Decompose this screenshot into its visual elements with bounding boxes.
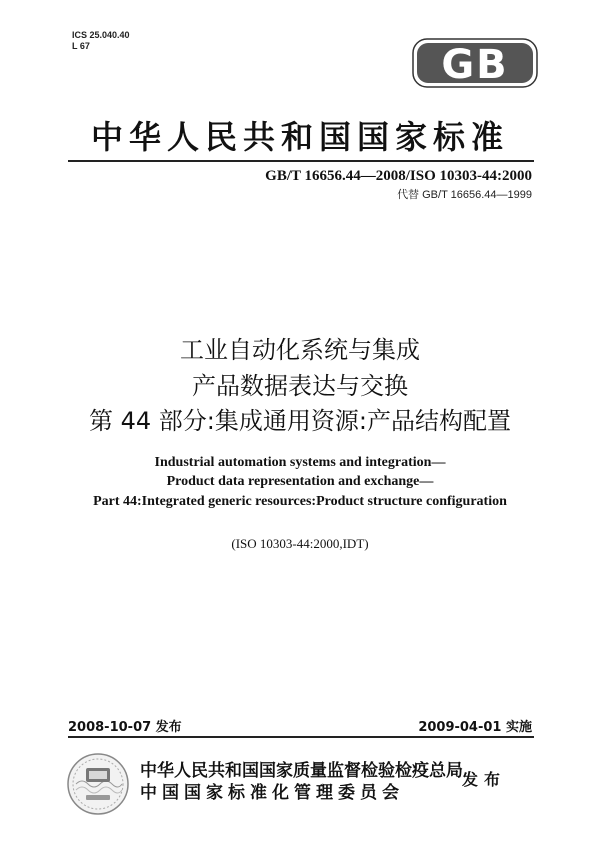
english-title-line-3: Part 44:Integrated generic resources:Product structure configuration	[93, 494, 507, 509]
anti-counterfeit-seal-icon	[66, 752, 130, 816]
english-title-line-2: Product data representation and exchange—	[166, 474, 434, 489]
standard-number: GB/T 16656.44—2008/ISO 10303-44:2000	[265, 168, 532, 184]
issuer-line-2: 中国国家标准化管理委员会	[140, 783, 404, 803]
issuer-line-1: 中华人民共和国国家质量监督检验检疫总局	[140, 761, 463, 781]
gb-logo	[412, 38, 538, 88]
implementation-date: 2009-04-01 实施	[418, 720, 532, 735]
top-divider	[68, 160, 534, 162]
chinese-title-line-3: 第 44 部分:集成通用资源:产品结构配置	[89, 407, 511, 435]
chinese-title-line-1: 工业自动化系统与集成	[180, 336, 420, 364]
ics-code: ICS 25.040.40	[72, 30, 130, 40]
iso-reference: (ISO 10303-44:2000,IDT)	[231, 536, 369, 551]
bottom-divider	[68, 736, 534, 738]
classification-codes	[72, 30, 130, 52]
ccs-code: L 67	[72, 41, 90, 51]
national-standard-title: 中华人民共和国国家标准	[90, 118, 509, 156]
gb-logo-text: GB	[441, 42, 509, 88]
chinese-title-line-2: 产品数据表达与交换	[192, 372, 408, 400]
issue-date: 2008-10-07 发布	[68, 720, 182, 735]
replaces-standard: 代替 GB/T 16656.44—1999	[397, 189, 532, 201]
english-title-line-1: Industrial automation systems and integration—	[154, 455, 446, 470]
publish-label: 发布	[462, 770, 507, 789]
